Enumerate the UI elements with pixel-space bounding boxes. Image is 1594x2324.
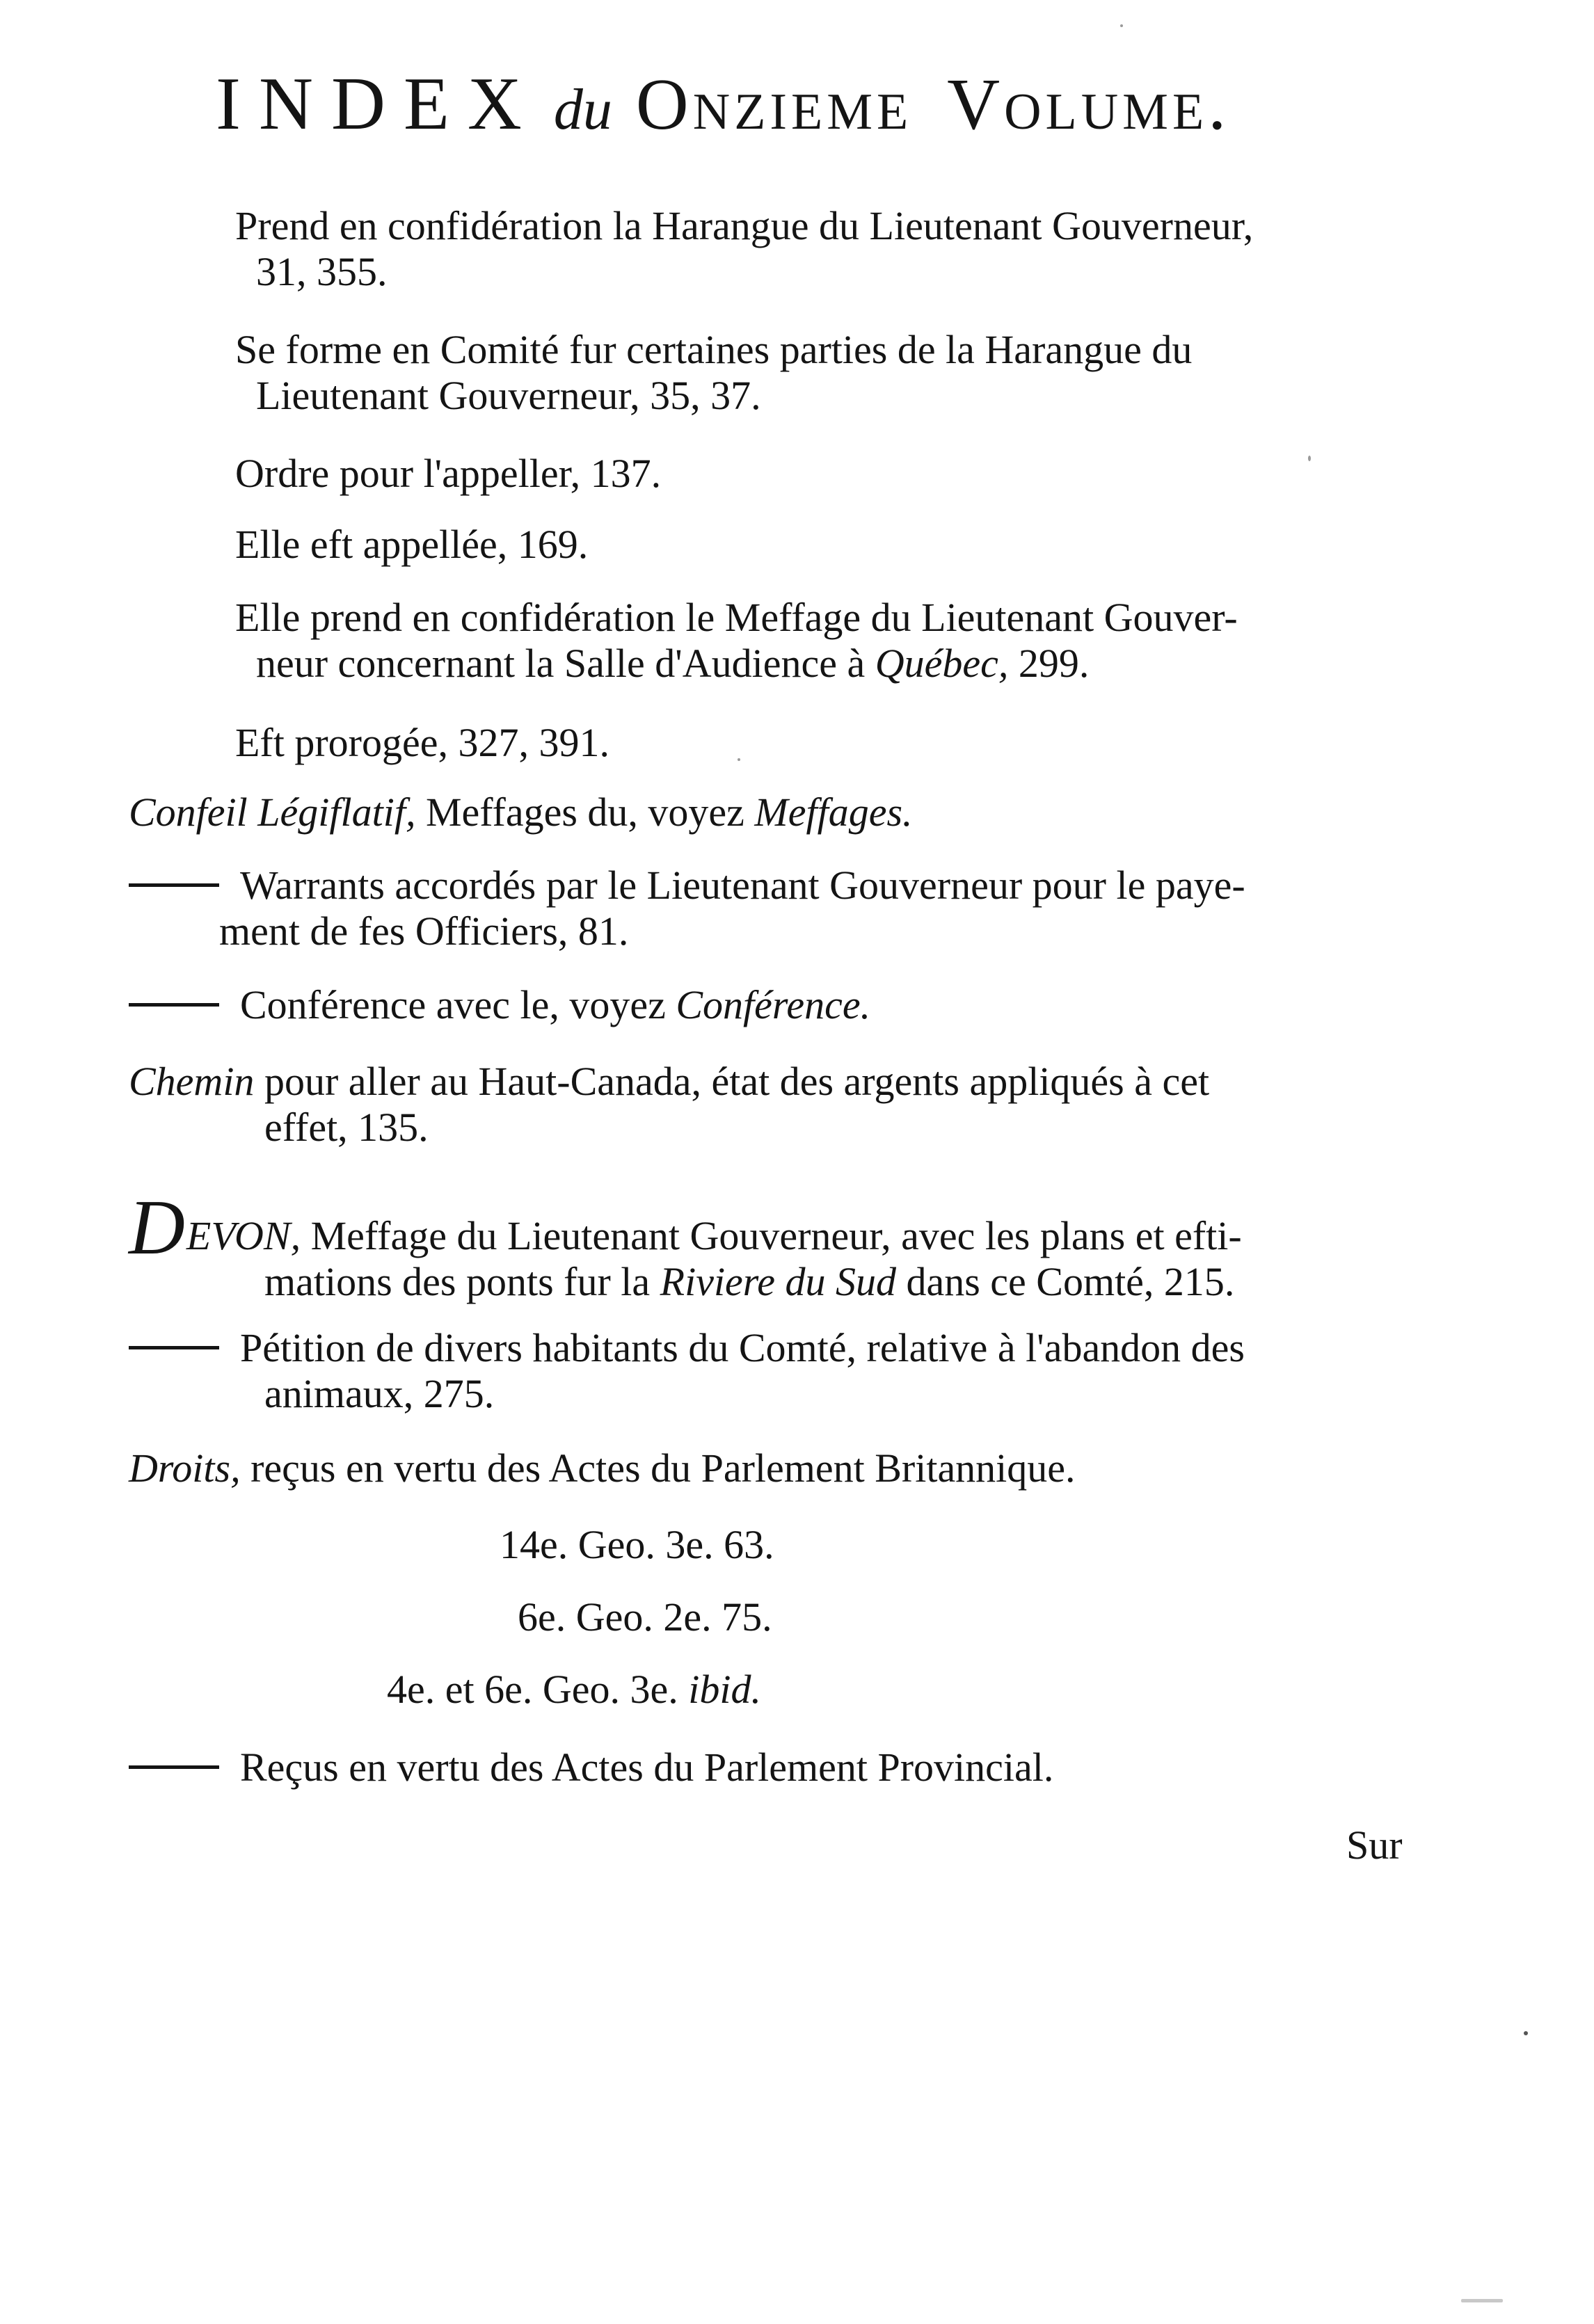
paper-speck <box>1308 456 1311 461</box>
act-reference: 6e. Geo. 2e. 75. <box>518 1594 772 1640</box>
index-entry <box>235 595 1238 687</box>
entry-text: 299. <box>1008 641 1090 686</box>
ditto-dash <box>129 1003 219 1007</box>
entry-text: Warrants accordés par le Lieutenant Gouverneur pour le paye- <box>240 863 1245 908</box>
entry-continuation: Lieutenant Gouverneur, 35, 37. <box>256 373 761 418</box>
entry-text: Elle eft appellée, 169. <box>235 522 589 567</box>
entry-heading: Confeil Légiflatif, <box>129 790 416 835</box>
entry-text: Elle prend en confidération le Meffage du Lieutenant Gouver- <box>235 595 1238 640</box>
cross-reference: Meffages. <box>754 790 913 835</box>
entry-text: Meffage du Lieutenant Gouverneur, avec les plans et efti- <box>301 1213 1242 1258</box>
header-onzieme: Onzieme <box>635 63 913 145</box>
index-entry <box>129 1325 1245 1417</box>
drop-initial: D <box>129 1185 185 1271</box>
entry-continuation: ment de fes Officiers, 81. <box>219 908 629 954</box>
entry-text: reçus en vertu des Actes du Parlement Britannique. <box>240 1445 1076 1491</box>
entry-text: Prend en confidération la Harangue du Lieutenant Gouverneur, <box>235 203 1254 248</box>
paper-speck <box>1461 2299 1503 2302</box>
index-entry <box>235 203 1253 295</box>
entry-heading: Chemin <box>129 1059 255 1104</box>
act-reference <box>387 1667 761 1713</box>
entry-text: mations des ponts fur la <box>264 1259 660 1304</box>
ditto-dash <box>129 1346 219 1349</box>
ditto-dash <box>129 883 219 887</box>
index-entry <box>129 982 870 1028</box>
entry-heading: EVON, <box>186 1213 301 1258</box>
paper-speck <box>1120 24 1123 27</box>
catchword: Sur <box>1346 1822 1403 1868</box>
entry-text: Reçus en vertu des Actes du Parlement Provincial. <box>240 1745 1054 1790</box>
entry-text: Pétition de divers habitants du Comté, relative à l'abandon des <box>240 1325 1245 1370</box>
entry-text: Eft prorogée, 327, 391. <box>235 720 609 765</box>
entry-text: neur concernant la Salle d'Audience à <box>256 641 875 686</box>
index-entry <box>235 522 588 568</box>
index-entry <box>129 1059 1209 1151</box>
index-entry <box>129 1185 1242 1305</box>
entry-continuation <box>129 1259 1242 1305</box>
ibid-reference: ibid. <box>688 1667 761 1712</box>
index-entry <box>235 451 661 497</box>
entry-text: Ordre pour l'appeller, 137. <box>235 451 662 496</box>
entry-text: Se forme en Comité fur certaines parties de la Harangue du <box>235 327 1193 372</box>
index-entry <box>235 327 1192 419</box>
paper-speck <box>1524 2031 1528 2035</box>
entry-text: dans ce Comté, 215. <box>895 1259 1235 1304</box>
header-index-word: INDEX <box>216 63 540 145</box>
entry-continuation: animaux, 275. <box>264 1371 495 1416</box>
header-du: du <box>553 77 612 142</box>
index-entry <box>129 790 913 835</box>
entry-text: 4e. et 6e. Geo. 3e. <box>387 1667 689 1712</box>
page-header <box>216 59 1398 150</box>
act-reference: 14e. Geo. 3e. 63. <box>500 1522 774 1567</box>
header-volume: Volume. <box>947 63 1231 145</box>
index-entry <box>129 1445 1076 1491</box>
place-name: Québec, <box>875 641 1009 686</box>
entry-continuation: 31, 355. <box>256 249 388 294</box>
index-entry <box>235 720 609 766</box>
paper-speck <box>738 758 740 761</box>
place-name: Riviere du Sud <box>660 1259 896 1304</box>
entry-text: Meffages du, voyez <box>415 790 755 835</box>
entry-text: pour aller au Haut-Canada, état des argents appliqués à cet <box>254 1059 1210 1104</box>
entry-continuation: effet, 135. <box>264 1105 429 1150</box>
entry-heading: Droits, <box>129 1445 241 1491</box>
index-entry <box>129 1745 1053 1790</box>
index-entry <box>129 863 1245 954</box>
cross-reference: Conférence. <box>676 982 871 1027</box>
ditto-dash <box>129 1765 219 1769</box>
entry-text: Conférence avec le, voyez <box>240 982 676 1027</box>
entry-continuation <box>235 641 1238 687</box>
